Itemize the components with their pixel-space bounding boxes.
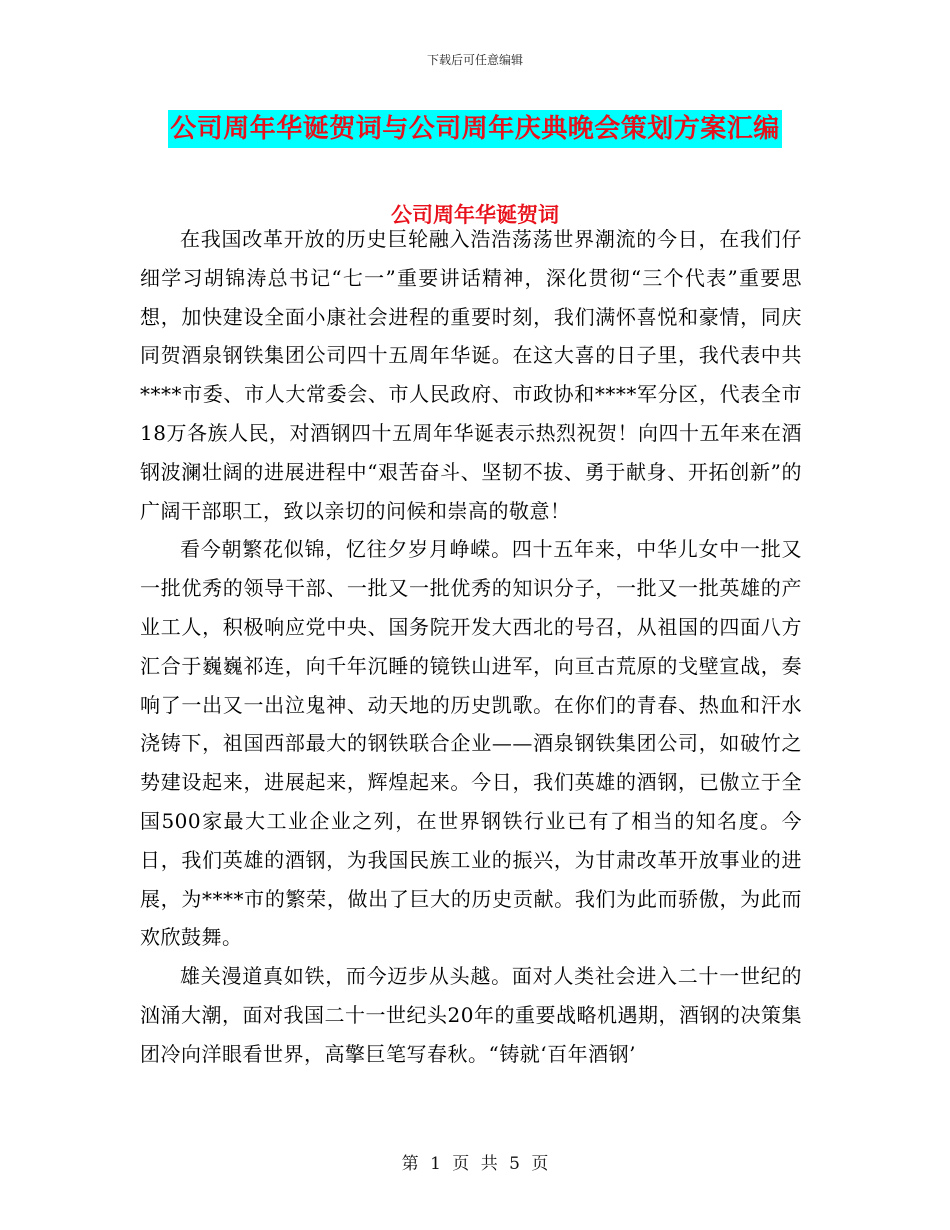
document-title-container xyxy=(0,110,950,148)
paragraph-2: 看今朝繁花似锦，忆往夕岁月峥嵘。四十五年来，中华儿女中一批又一批优秀的领导干部、一批又一批优秀的知识分子，一批又一批英雄的产业工人，积极响应党中央、国务院开发大西北的号召，从祖国的四面八方汇合于巍巍祁连，向千年沉睡的镜铁山进军，向亘古荒原的戈壁宣战，奏响了一出又一出泣鬼神、动天地的历史凯歌。在你们的青春、热血和汗水浇铸下，祖国西部最大的钢铁联合企业——酒泉钢铁集团公司，如破竹之势建设起来，进展起来，辉煌起来。今日，我们英雄的酒钢，已傲立于全国500家最大工业企业之列，在世界钢铁行业已有了相当的知名度。今日，我们英雄的酒钢，为我国民族工业的振兴，为甘肃改革开放事业的进展，为****市的繁荣，做出了巨大的历史贡献。我们为此而骄傲，为此而欢欣鼓舞。 xyxy=(140,537,802,950)
paragraph-1: 在我国改革开放的历史巨轮融入浩浩荡荡世界潮流的今日，在我们仔细学习胡锦涛总书记“七一”重要讲话精神，深化贯彻“三个代表”重要思想，加快建设全面小康社会进程的重要时刻，我们满怀喜悦和豪情，同庆同贺酒泉钢铁集团公司四十五周年华诞。在这大喜的日子里，我代表中共****市委、市人大常委会、市人民政府、市政协和****军分区，代表全市18万各族人民，对酒钢四十五周年华诞表示热烈祝贺！向四十五年来在酒钢波澜壮阔的进展进程中“艰苦奋斗、坚韧不拔、勇于献身、开拓创新”的广阔干部职工，致以亲切的问候和崇高的敬意！ xyxy=(140,227,802,523)
section-title: 公司周年华诞贺词 xyxy=(391,203,559,227)
paragraph-3: 雄关漫道真如铁，而今迈步从头越。面对人类社会进入二十一世纪的汹涌大潮，面对我国二十一世纪头20年的重要战略机遇期，酒钢的决策集团冷向洋眼看世界，高擎巨笔写春秋。“铸就‘百年酒钢’ xyxy=(140,964,802,1066)
document-body xyxy=(140,220,802,1074)
page-number: 第 1 页 共 5 页 xyxy=(401,1154,549,1174)
document-title: 公司周年华诞贺词与公司周年庆典晚会策划方案汇编 xyxy=(168,110,782,148)
page-header-note: 下载后可任意编辑 xyxy=(426,53,523,67)
